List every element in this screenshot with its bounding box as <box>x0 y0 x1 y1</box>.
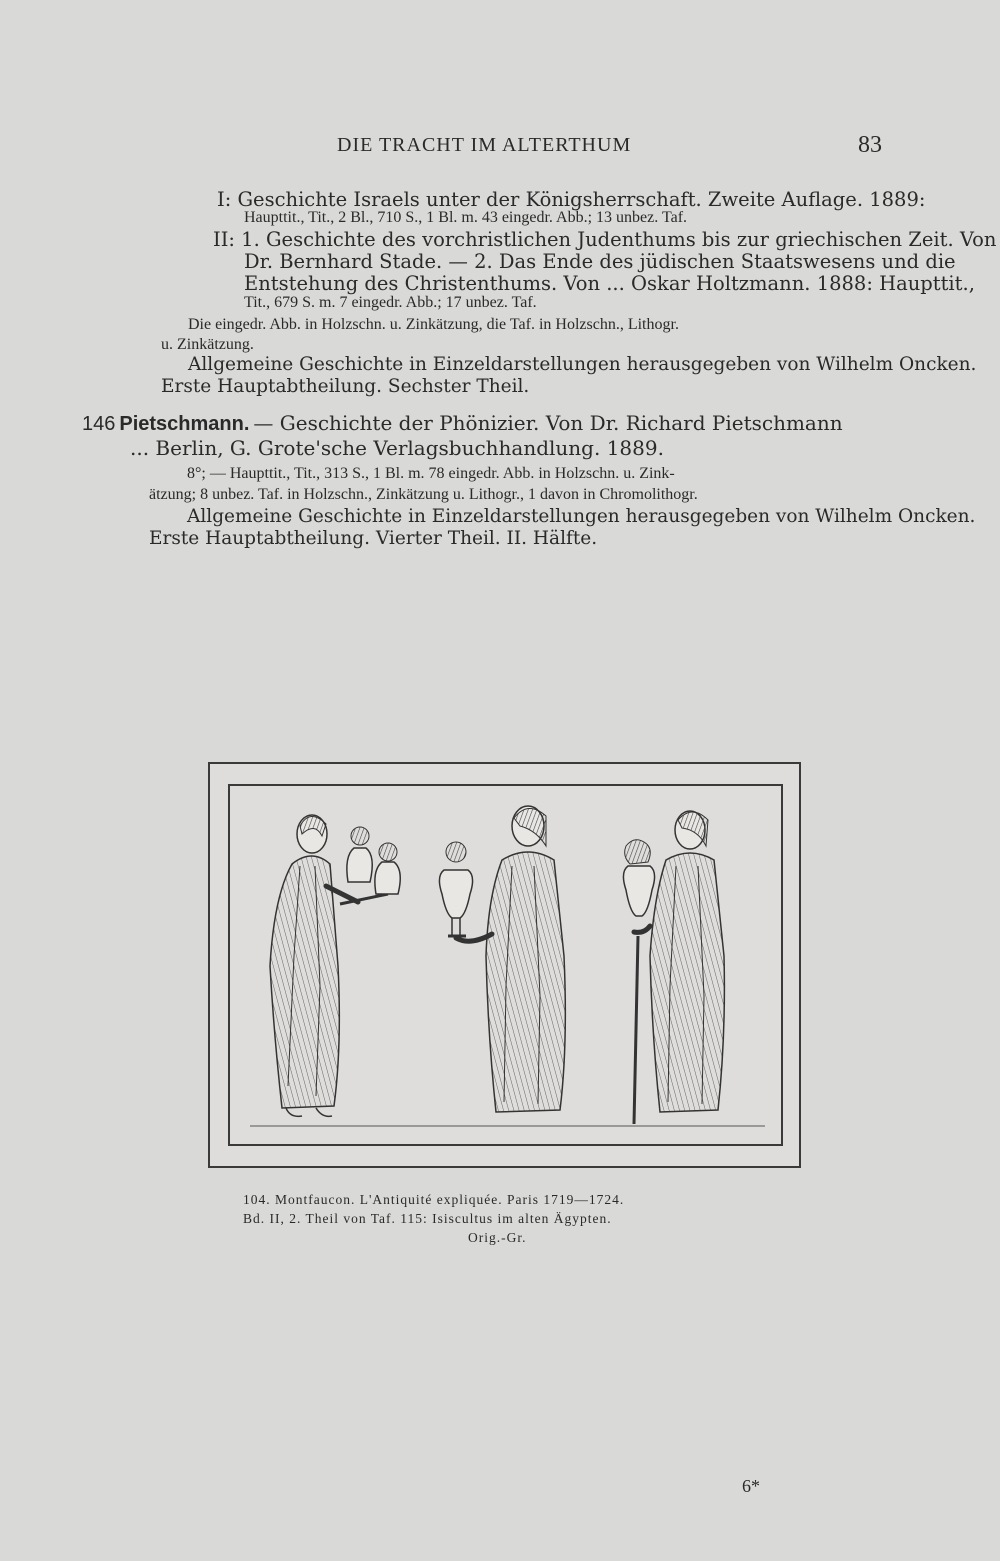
entry-146-heading <box>82 411 843 436</box>
entry-author: Pietschmann. <box>119 413 250 435</box>
vol1-line1: I: Geschichte Israels unter der Königsherrschaft. Zweite Auflage. 1889: <box>217 188 926 211</box>
entry-number: 146 <box>82 413 116 435</box>
running-title: DIE TRACHT IM ALTERTHUM <box>337 134 632 156</box>
caption-line3: Orig.-Gr. <box>468 1230 527 1245</box>
figure-right <box>623 811 724 1124</box>
entry-desc-line1: 8°; — Haupttit., Tit., 313 S., 1 Bl. m. 78 eingedr. Abb. in Holzschn. u. Zink- <box>187 465 675 482</box>
isis-cult-engraving <box>230 786 785 1148</box>
vol2-line3: Entstehung des Christenthums. Von ... Oskar Holtzmann. 1888: Haupttit., <box>244 272 975 295</box>
vol2-line1: II: 1. Geschichte des vorchristlichen Judenthums bis zur griechischen Zeit. Von <box>213 228 997 251</box>
vol2-line4: Tit., 679 S. m. 7 eingedr. Abb.; 17 unbez. Taf. <box>244 294 537 311</box>
note-line2: u. Zinkätzung. <box>161 336 254 353</box>
running-head <box>0 134 1000 164</box>
caption-line2: Bd. II, 2. Theil von Taf. 115: Isiscultus im alten Ägypten. <box>243 1211 612 1226</box>
page-number: 83 <box>858 132 882 158</box>
figure-left <box>270 815 400 1116</box>
entry-title-line2: ... Berlin, G. Grote'sche Verlagsbuchhandlung. 1889. <box>130 436 664 460</box>
vol2-line2: Dr. Bernhard Stade. — 2. Das Ende des jüdischen Staatswesens und die <box>244 250 956 273</box>
engraving-illustration <box>208 762 801 1168</box>
entry-desc-line2: ätzung; 8 unbez. Taf. in Holzschn., Zinkätzung u. Lithogr., 1 davon in Chromolithogr. <box>149 486 698 503</box>
entry-title-line1: — Geschichte der Phönizier. Von Dr. Richard Pietschmann <box>253 411 843 435</box>
series-line1: Allgemeine Geschichte in Einzeldarstellungen herausgegeben von Wilhelm Oncken. <box>188 354 977 375</box>
entry-series-line2: Erste Hauptabtheilung. Vierter Theil. II. Hälfte. <box>149 528 598 549</box>
figure-middle <box>439 806 565 1112</box>
note-line1: Die eingedr. Abb. in Holzschn. u. Zinkätzung, die Taf. in Holzschn., Lithogr. <box>188 316 679 333</box>
caption-line1: 104. Montfaucon. L'Antiquité expliquée. Paris 1719—1724. <box>243 1192 625 1207</box>
series-line2: Erste Hauptabtheilung. Sechster Theil. <box>161 376 530 397</box>
engraving-frame <box>228 784 783 1146</box>
vol1-line2: Haupttit., Tit., 2 Bl., 710 S., 1 Bl. m. 43 eingedr. Abb.; 13 unbez. Taf. <box>244 209 688 226</box>
entry-series-line1: Allgemeine Geschichte in Einzeldarstellungen herausgegeben von Wilhelm Oncken. <box>187 506 976 527</box>
signature-mark: 6* <box>742 1476 760 1496</box>
